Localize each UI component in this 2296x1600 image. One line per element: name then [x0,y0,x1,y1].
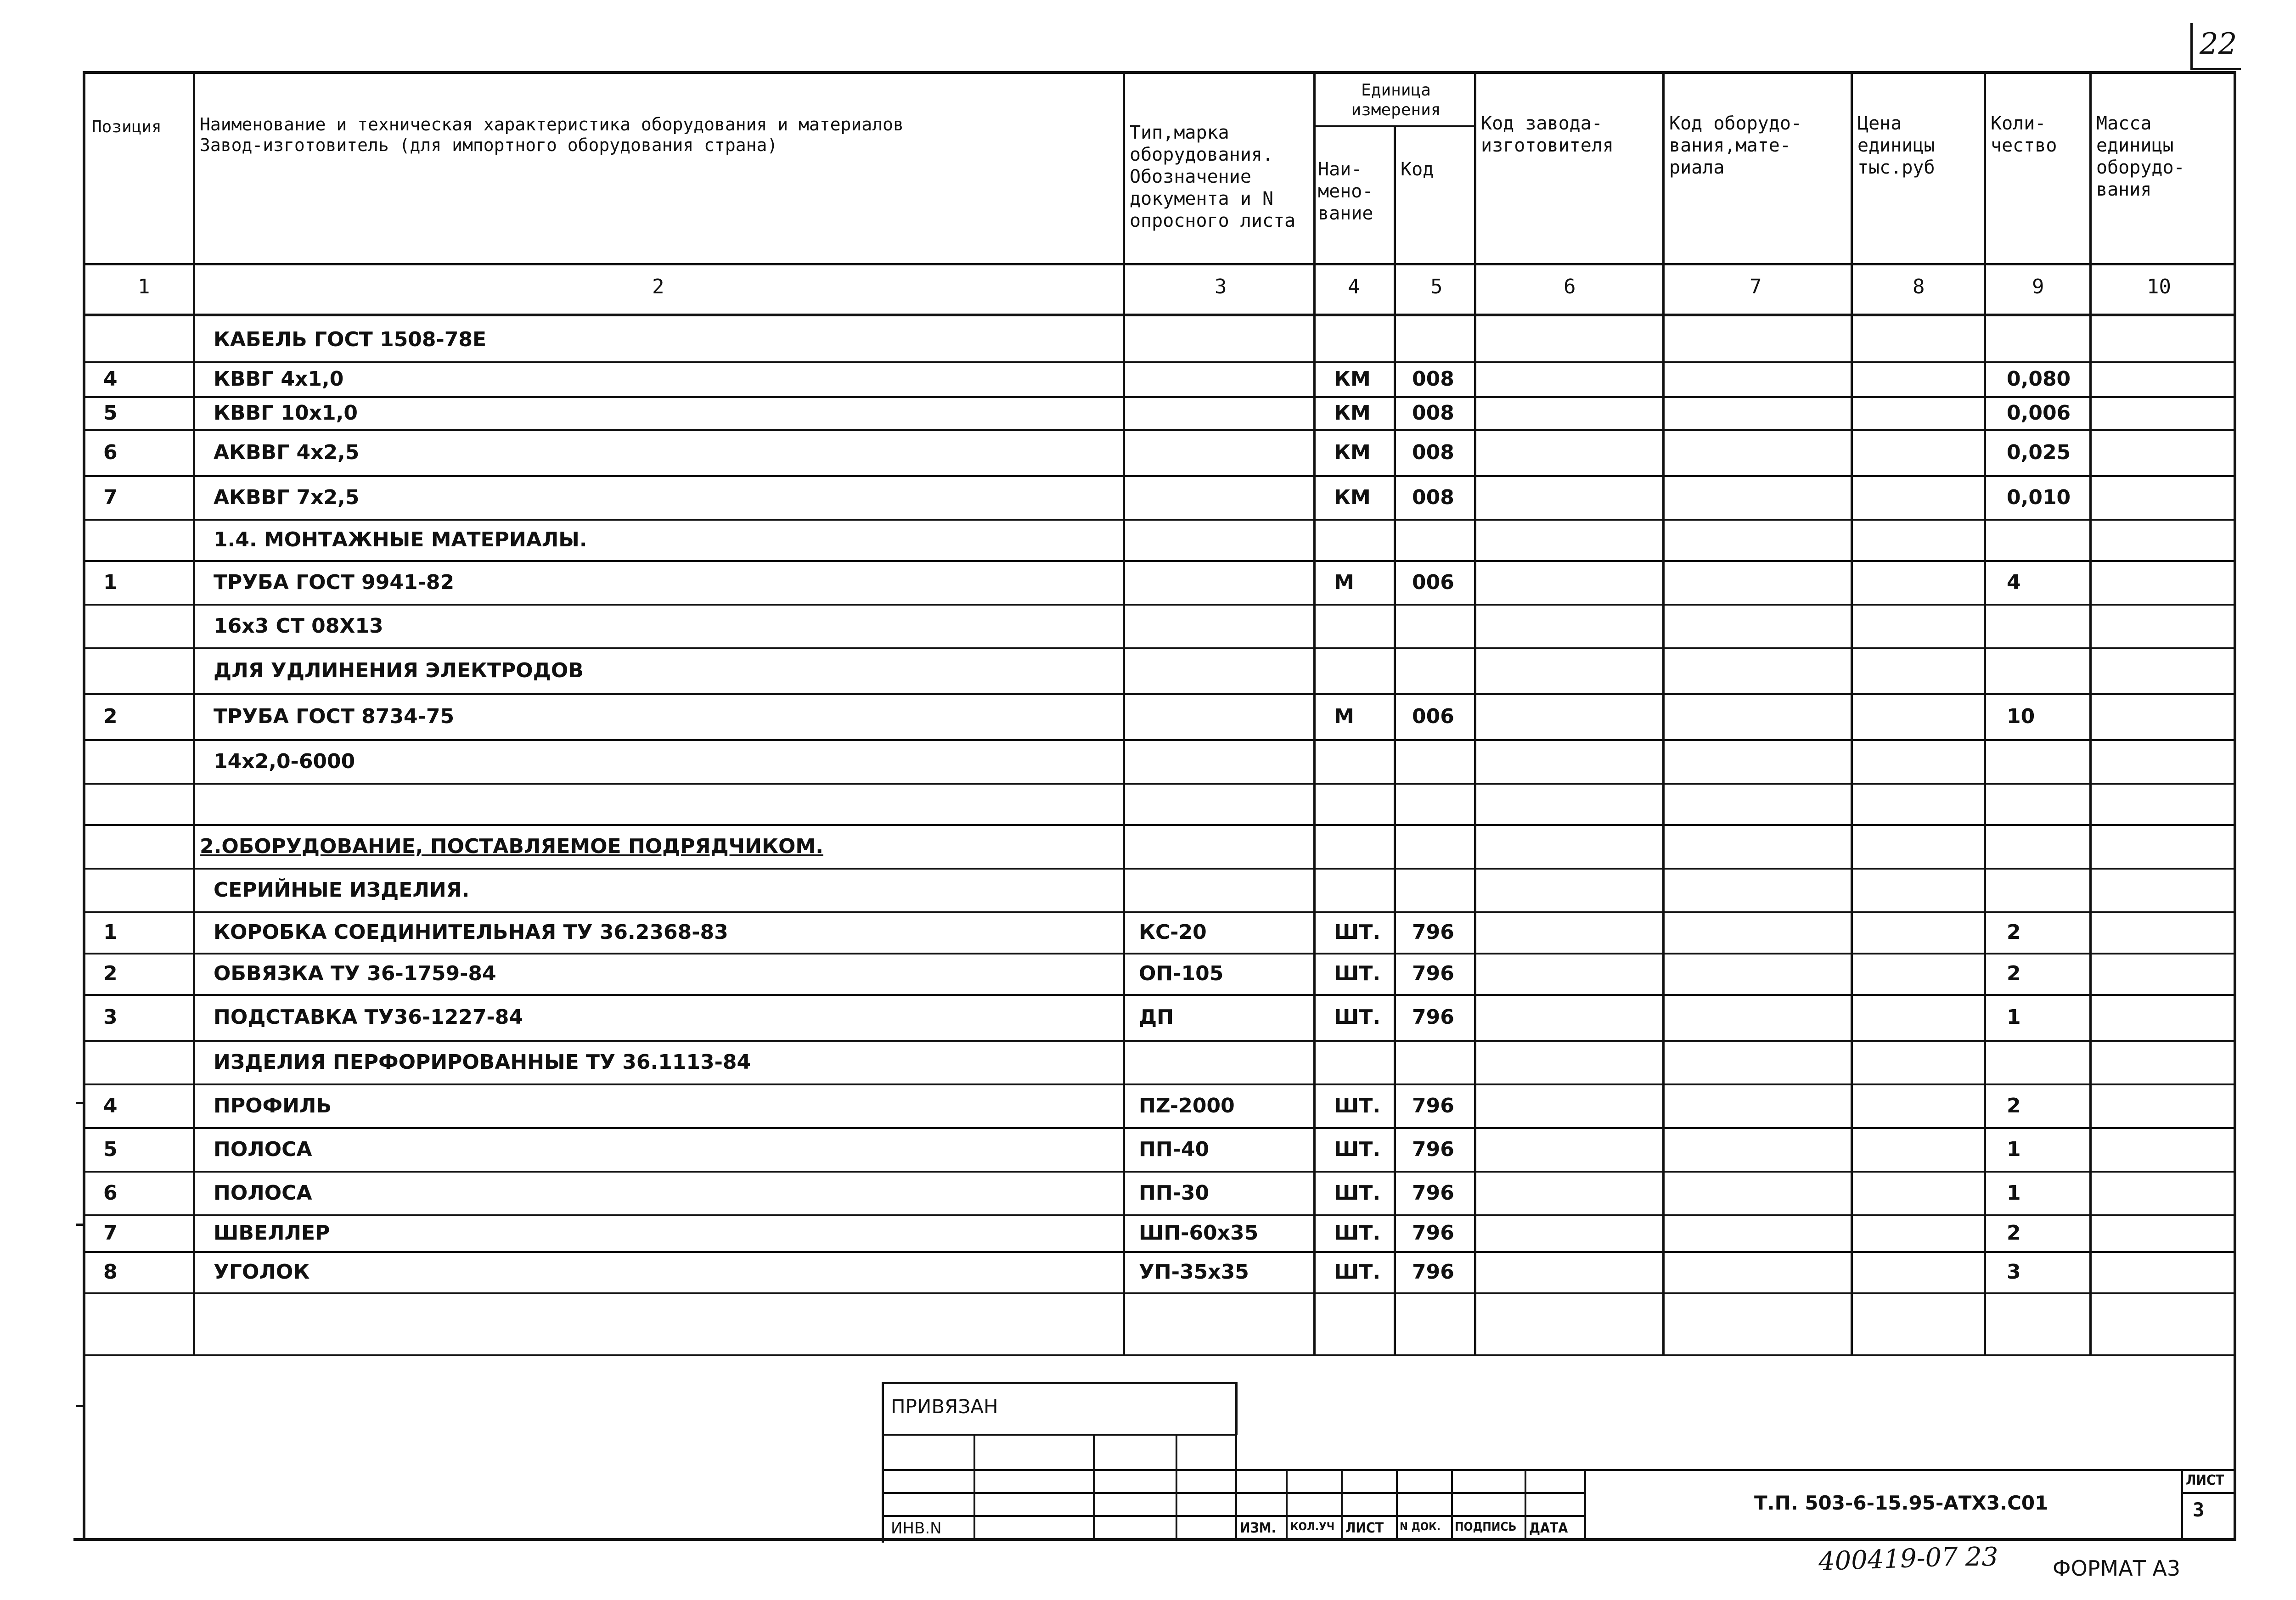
row-unit: ШТ. [1334,1181,1381,1205]
row-divider [83,693,2236,695]
row-divider [83,1084,2236,1085]
row-name: ДЛЯ УДЛИНЕНИЯ ЭЛЕКТРОДОВ [214,659,584,682]
colnum-5: 5 [1430,275,1443,298]
stamp-line-c [882,1515,1584,1517]
row-quantity: 0,006 [2007,401,2071,425]
row-name: ОБВЯЗКА ТУ 36-1759-84 [214,962,496,985]
row-divider [83,911,2236,913]
row-type: ПП-30 [1139,1181,1210,1205]
header-col3: Тип,марка оборудования. Обозначение документа и N опросного листа [1130,122,1296,231]
row-unit: КМ [1334,367,1371,391]
colnum-6: 6 [1564,275,1576,298]
row-divider [83,647,2236,649]
row-divider [83,1214,2236,1216]
row-divider [83,1127,2236,1129]
row-name: КВВГ 4х1,0 [214,367,344,391]
row-divider [83,994,2236,996]
header-col6: Код завода-изготовителя [1481,113,1614,156]
row-type: ОП-105 [1139,962,1224,985]
row-code: 796 [1412,1005,1454,1029]
colnum-4: 4 [1348,275,1360,298]
sheet-number: 3 [2193,1499,2205,1521]
row-name: АКВВГ 4х2,5 [214,441,360,464]
margin-mark-3 [76,1405,85,1407]
stamp-v5 [1286,1469,1288,1539]
stamp-sheet-line [2181,1492,2236,1494]
title-block [882,1382,2236,1543]
format-label: ФОРМАТ А3 [2053,1556,2181,1581]
row-name: ПОЛОСА [214,1181,312,1205]
row-type: КС-20 [1139,921,1207,944]
row-quantity: 0,025 [2007,441,2071,464]
row-position: 7 [103,485,118,509]
row-position: 1 [103,921,118,944]
colnum-2: 2 [652,275,664,298]
izm-label: ИЗМ. [1240,1520,1276,1536]
row-position: 5 [103,1137,118,1161]
row-divider [83,783,2236,785]
row-code: 796 [1412,1094,1454,1117]
colnum-3: 3 [1215,275,1227,298]
row-name: ПОДСТАВКА ТУ36-1227-84 [214,1005,523,1029]
sheet-corner-number: 22 [2200,27,2237,61]
header-col7: Код оборудо-вания,мате-риала [1669,113,1802,178]
table-body [83,71,2236,1357]
row-type: ШП-60х35 [1139,1221,1259,1245]
sheet-label: ЛИСТ [2186,1472,2224,1488]
row-quantity: 1 [2007,1181,2021,1205]
row-name: ШВЕЛЛЕР [214,1221,330,1245]
row-name: УГОЛОК [214,1260,310,1284]
row-code: 008 [1412,401,1454,425]
stamp-v10 [1584,1469,1586,1539]
row-name: АКВВГ 7х2,5 [214,485,360,509]
stamp-line-a [882,1469,2236,1471]
colnum-9: 9 [2032,275,2044,298]
row-name: КАБЕЛЬ ГОСТ 1508-78Е [214,327,487,351]
row-divider [83,560,2236,562]
row-position: 4 [103,1094,118,1117]
inv-label: ИНВ.N [891,1519,942,1538]
row-divider [83,1040,2236,1042]
row-code: 008 [1412,485,1454,509]
row-unit: ШТ. [1334,921,1381,944]
row-quantity: 2 [2007,1094,2021,1117]
row-position: 6 [103,1181,118,1205]
row-quantity: 2 [2007,1221,2021,1245]
row-divider [83,868,2236,870]
row-name: ПРОФИЛЬ [214,1094,332,1117]
row-position: 3 [103,1005,118,1029]
stamp-v9 [1525,1469,1526,1539]
list-label: ЛИСТ [1345,1520,1384,1536]
corner-underline [2190,68,2241,70]
row-name: ТРУБА ГОСТ 9941-82 [214,570,455,594]
stamp-v8 [1451,1469,1453,1539]
row-unit: ШТ. [1334,1005,1381,1029]
row-code: 796 [1412,1181,1454,1205]
colnum-10: 10 [2147,275,2171,298]
row-divider [83,1171,2236,1173]
row-name: 14х2,0-6000 [214,749,355,773]
row-quantity: 3 [2007,1260,2021,1284]
row-code: 796 [1412,962,1454,985]
stamp-bottom [73,1538,2236,1541]
row-unit: М [1334,570,1354,594]
header-col1: Позиция [92,118,162,136]
row-divider [83,519,2236,521]
row-unit: ШТ. [1334,962,1381,985]
row-quantity: 4 [2007,570,2021,594]
privyazan-top [882,1382,1235,1384]
stamp-v2 [1093,1434,1095,1539]
podpis-label: ПОДПИСЬ [1455,1520,1517,1534]
privyazan-row-line [882,1434,1235,1436]
colnum-8: 8 [1913,275,1925,298]
row-divider [83,429,2236,431]
stamp-v1 [974,1434,975,1539]
corner-divider [2190,23,2193,69]
row-code: 006 [1412,570,1454,594]
header-col9: Коли-чество [1991,113,2057,156]
privyazan-label: ПРИВЯЗАН [891,1395,998,1418]
row-position: 2 [103,962,118,985]
header-col10: Масса единицы оборудо-вания [2096,113,2185,200]
row-unit: ШТ. [1334,1137,1381,1161]
row-divider [83,1354,2236,1356]
row-divider [83,604,2236,606]
row-quantity: 2 [2007,962,2021,985]
colnum-1: 1 [138,275,150,298]
row-code: 796 [1412,1137,1454,1161]
document-designation: Т.П. 503-6-15.95-АТХ3.С01 [1754,1492,2048,1514]
row-divider [83,1292,2236,1294]
row-name: ПОЛОСА [214,1137,312,1161]
row-code: 008 [1412,441,1454,464]
row-type: ПП-40 [1139,1137,1210,1161]
row-unit: КМ [1334,441,1371,464]
colnum-7: 7 [1750,275,1762,298]
row-unit: КМ [1334,485,1371,509]
row-type: ДП [1139,1005,1174,1029]
row-type: УП-35х35 [1139,1260,1249,1284]
row-quantity: 2 [2007,921,2021,944]
spec-table [83,71,2236,1357]
data-label: ДАТА [1529,1520,1568,1536]
margin-mark-2 [76,1224,85,1226]
row-quantity: 1 [2007,1005,2021,1029]
row-quantity: 0,080 [2007,367,2071,391]
header-col5: Код [1401,159,1434,180]
stamp-v11 [2181,1469,2183,1539]
row-name: ТРУБА ГОСТ 8734-75 [214,705,455,728]
row-divider [83,475,2236,477]
row-name: КОРОБКА СОЕДИНИТЕЛЬНАЯ ТУ 36.2368-83 [214,921,728,944]
row-position: 2 [103,705,118,728]
row-quantity: 1 [2007,1137,2021,1161]
row-unit: ШТ. [1334,1094,1381,1117]
row-name: 1.4. МОНТАЖНЫЕ МАТЕРИАЛЫ. [214,528,587,551]
row-name: 16х3 СТ 08Х13 [214,614,383,638]
stamp-v4 [1235,1434,1237,1539]
row-code: 008 [1412,367,1454,391]
stamp-v7 [1396,1469,1398,1539]
row-position: 6 [103,441,118,464]
row-unit: ШТ. [1334,1221,1381,1245]
n-dok-label: N ДОК. [1400,1520,1441,1533]
margin-mark-1 [76,1102,85,1104]
row-position: 5 [103,401,118,425]
header-col2-line2: Завод-изготовитель (для импортного оборудования страна) [200,135,778,155]
row-divider [83,824,2236,826]
row-unit: КМ [1334,401,1371,425]
row-name: КВВГ 10х1,0 [214,401,358,425]
header-col2-line1: Наименование и техническая характеристика оборудования и материалов [200,114,904,135]
row-code: 796 [1412,921,1454,944]
row-unit: М [1334,705,1354,728]
privyazan-right [1235,1382,1238,1435]
row-position: 1 [103,570,118,594]
stamp-line-b [882,1492,1584,1494]
row-divider [83,1251,2236,1253]
row-code: 796 [1412,1260,1454,1284]
row-divider [83,396,2236,398]
privyazan-left [882,1382,884,1543]
row-position: 7 [103,1221,118,1245]
kol-uch-label: КОЛ.УЧ [1290,1520,1335,1533]
row-name: ИЗДЕЛИЯ ПЕРФОРИРОВАННЫЕ ТУ 36.1113-84 [214,1050,751,1074]
handwritten-page: 23 [1965,1542,1998,1572]
row-code: 796 [1412,1221,1454,1245]
row-name: СЕРИЙНЫЕ ИЗДЕЛИЯ. [214,878,470,902]
handwritten-code: 400419-07 [1818,1542,1958,1577]
stamp-v6 [1341,1469,1343,1539]
row-position: 4 [103,367,118,391]
row-unit: ШТ. [1334,1260,1381,1284]
stamp-v3 [1176,1434,1177,1539]
row-divider [83,361,2236,363]
row-code: 006 [1412,705,1454,728]
row-type: ПZ-2000 [1139,1094,1235,1117]
row-position: 8 [103,1260,118,1284]
header-unit-group: Единица измерения [1351,81,1441,120]
row-divider [83,953,2236,954]
header-col4: Наи-мено-вание [1318,159,1373,224]
row-name: 2.ОБОРУДОВАНИЕ, ПОСТАВЛЯЕМОЕ ПОДРЯДЧИКОМ. [200,834,823,858]
row-quantity: 0,010 [2007,485,2071,509]
row-divider [83,739,2236,741]
row-quantity: 10 [2007,705,2035,728]
header-col8: Цена единицы тыс.руб [1857,113,1935,178]
